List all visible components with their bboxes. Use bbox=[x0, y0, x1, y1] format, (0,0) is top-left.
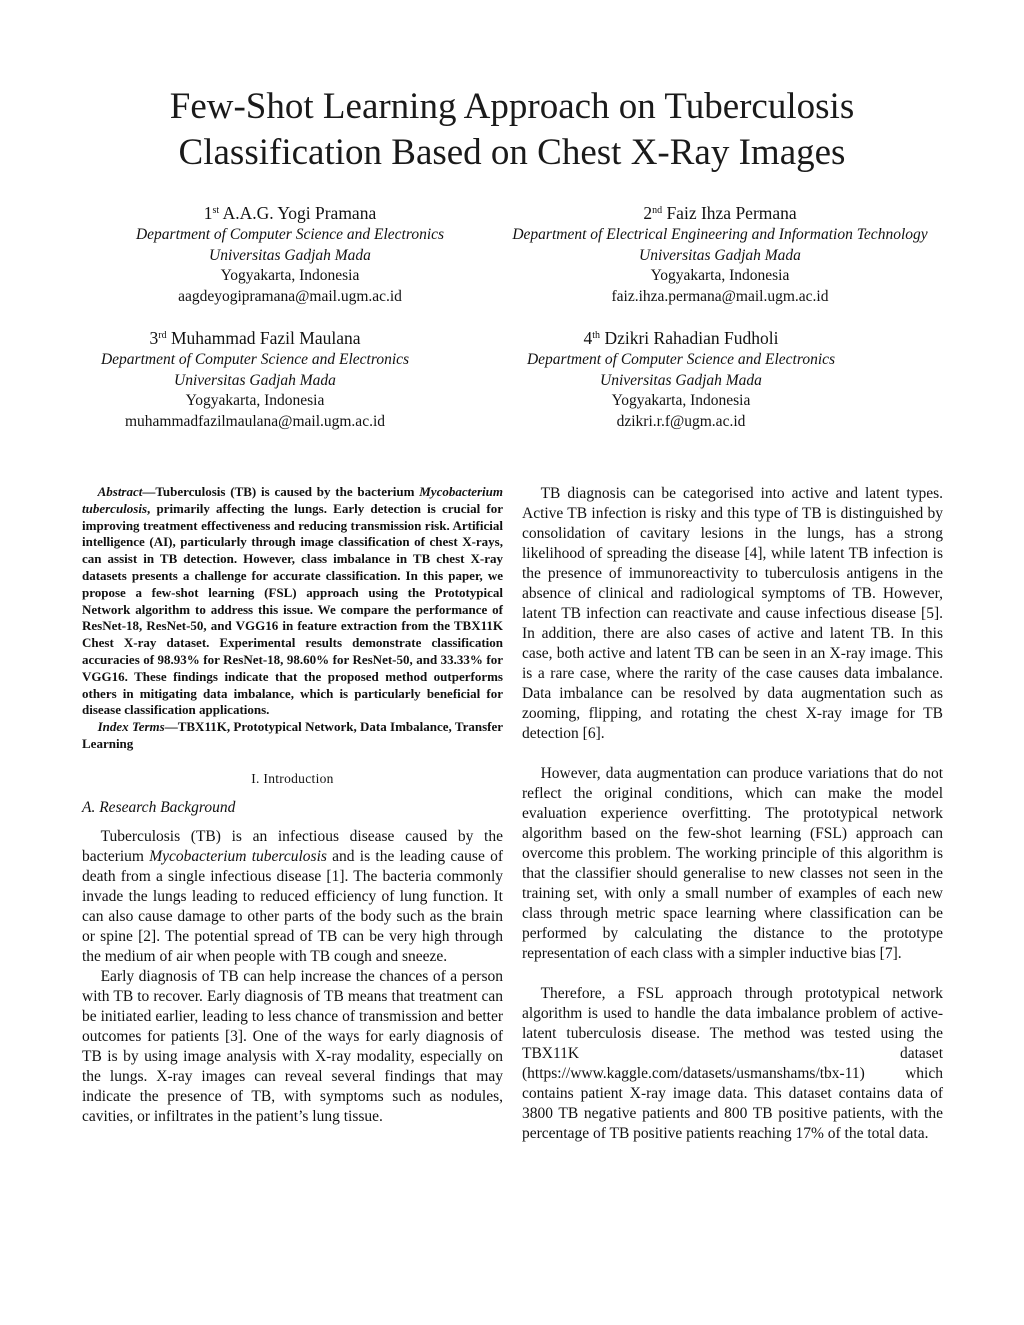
body-paragraph: Tuberculosis (TB) is an infectious disease caused by the bacterium Mycobacterium tuberculosis and is the leading cause of death from a single infectious disease [1]. The bacteria commonly invade the lungs leading to reduced efficiency of lung function. It can also cause damage to other parts of the body such as the brain or spine [2]. The potential spread of TB can be very high through the medium of air when people with TB cough and sneeze. bbox=[82, 827, 503, 965]
author-email: aagdeyogipramana@mail.ugm.ac.id bbox=[178, 287, 402, 305]
author-city: Yogyakarta, Indonesia bbox=[611, 392, 751, 409]
author-university: Universitas Gadjah Mada bbox=[209, 246, 371, 264]
author-block-4 bbox=[470, 326, 892, 432]
author-university: Universitas Gadjah Mada bbox=[600, 371, 762, 389]
left-column bbox=[82, 484, 503, 1127]
paper-title bbox=[60, 84, 964, 176]
author-name: 3rd Muhammad Fazil Maulana bbox=[149, 328, 361, 348]
author-city: Yogyakarta, Indonesia bbox=[650, 267, 790, 284]
author-block-2 bbox=[470, 201, 970, 307]
author-department: Department of Computer Science and Electronics bbox=[135, 226, 445, 243]
body-paragraph: However, data augmentation can produce variations that do not reflect the original conditions, which can make the model evaluation experience overfitting. The prototypical network algorithm based on the few-shot learning (FSL) approach can overcome this problem. The working principle of this algorithm is that the classifier should generalise to new classes not seen in the training set, with only a small number of examples of each new class through metric space learning where classification can be performed by calculating the distance to the prototype representation of each class with a simpler inductive bias [7]. bbox=[522, 765, 943, 962]
author-city: Yogyakarta, Indonesia bbox=[220, 267, 360, 284]
subsection-heading: A. Research Background bbox=[82, 798, 236, 816]
author-department: Department of Electrical Engineering and Information Technology bbox=[512, 226, 928, 243]
index-terms-heading: Index Terms bbox=[97, 719, 165, 735]
author-name: 2nd Faiz Ihza Permana bbox=[643, 203, 797, 223]
title-line-1: Few-Shot Learning Approach on Tuberculosis bbox=[169, 86, 855, 127]
body-paragraph: Therefore, a FSL approach through prototypical network algorithm is used to handle the data imbalance problem of active-latent tuberculosis disease. The method was tested using the TBX11K dataset (https://www.kaggle.com/datasets/usmanshams/tbx-11) which contains patient X-ray image data. This dataset contains data of 3800 TB negative patients and 800 TB positive patients, with the percentage of TB positive patients reaching 17% of the total data. bbox=[522, 985, 943, 1142]
author-department: Department of Computer Science and Electronics bbox=[526, 351, 836, 368]
title-line-2: Classification Based on Chest X-Ray Images bbox=[178, 132, 846, 173]
body-paragraph: TB diagnosis can be categorised into active and latent types. Active TB infection is risky and this type of TB is distinguished by consolidation of cavitary lesions in the lungs, has a strong likelihood of spreading the disease [4], while latent TB infection is the presence of immunoreactivity to tuberculosis antigens in the absence of clinical and radiological symptoms of TB. However, latent TB infection can reactivate and cause infectious disease [5]. In addition, there are also cases of active and latent TB. In this case, both active and latent TB can be seen in an X-ray image. This is a rare case, where the rarity of the case causes data imbalance. Data imbalance can be resolved by data augmentation such as zooming, flipping, and rotating the chest X-ray image for TB detection [6]. bbox=[522, 485, 943, 742]
abstract: Abstract—Tuberculosis (TB) is caused by the bacterium Mycobacterium tuberculosis, primarily affecting the lungs. Early detection is crucial for improving treatment effectiveness and reducing transmission risk. Artificial intelligence (AI), particularly through image classification of chest X-rays, can assist in TB detection. However, class imbalance in TB chest X-ray datasets presents a challenge for accurate classification. In this paper, we propose a few-shot learning (FSL) approach using the Prototypical Network algorithm to address this issue. We compare the performance of ResNet-18, ResNet-50, and VGG16 in feature extraction from the TBX11K Chest X-ray dataset. Experimental results demonstrate classification accuracies of 98.93% for ResNet-18, 98.60% for ResNet-50, and 33.33% for VGG16. These findings indicate that the proposed method outperforms others in mitigating data imbalance, which is particularly beneficial for disease classification applications. bbox=[82, 484, 503, 718]
author-university: Universitas Gadjah Mada bbox=[639, 246, 801, 264]
author-block-1 bbox=[100, 201, 480, 307]
author-department: Department of Computer Science and Electronics bbox=[100, 351, 410, 368]
author-block-3 bbox=[100, 326, 410, 432]
abstract-heading: Abstract bbox=[97, 484, 143, 499]
author-university: Universitas Gadjah Mada bbox=[174, 371, 336, 389]
section-heading: I. Introduction bbox=[251, 770, 334, 786]
author-email: muhammadfazilmaulana@mail.ugm.ac.id bbox=[124, 412, 386, 430]
right-column bbox=[522, 484, 943, 1164]
author-email: dzikri.r.f@ugm.ac.id bbox=[616, 412, 746, 430]
index-terms: Index Terms—TBX11K, Prototypical Network, Data Imbalance, Transfer Learning bbox=[82, 719, 503, 751]
author-name: 4th Dzikri Rahadian Fudholi bbox=[583, 328, 779, 348]
body-paragraph: Early diagnosis of TB can help increase the chances of a person with TB to recover. Early diagnosis of TB means that treatment can be initiated earlier, leading to less chance of transmission and better outcomes for patients [3]. One of the ways for early diagnosis of TB is by using image analysis with X-ray modality, especially on the lungs. X-ray images can reveal several findings that may indicate the presence of TB, with symptoms such as nodules, cavities, or infiltrates in the patient’s lung tissue. bbox=[82, 967, 503, 1125]
author-name: 1st A.A.G. Yogi Pramana bbox=[203, 203, 377, 223]
author-email: faiz.ihza.permana@mail.ugm.ac.id bbox=[611, 287, 829, 305]
author-city: Yogyakarta, Indonesia bbox=[185, 392, 325, 409]
